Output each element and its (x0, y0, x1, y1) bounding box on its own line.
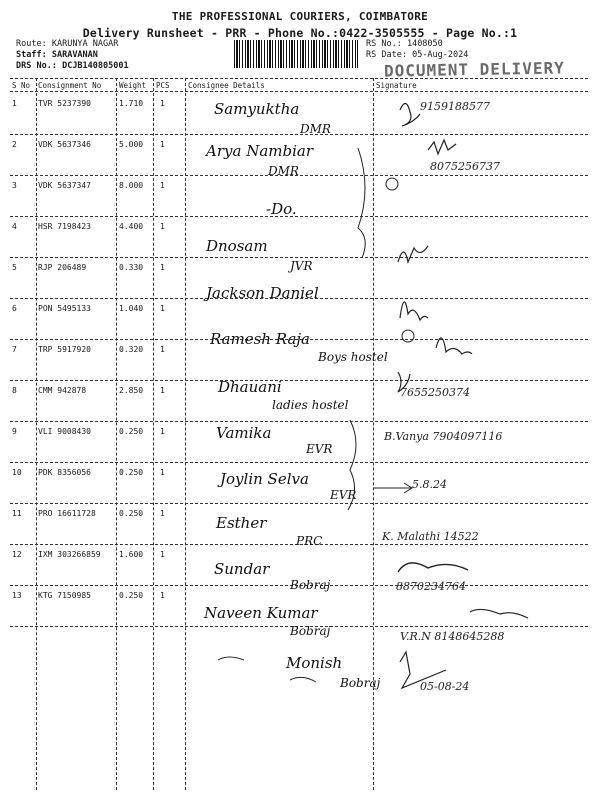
consignee-place: EVR (306, 442, 333, 456)
row-sno: 7 (12, 345, 17, 354)
consignee-place: Boys hostel (318, 350, 388, 364)
consignee-place: ladies hostel (272, 398, 349, 412)
row-weight: 0.250 (119, 509, 144, 518)
document-delivery-stamp: DOCUMENT DELIVERY (383, 58, 565, 81)
consignee-place: PRC (296, 534, 323, 548)
circle-mark (386, 178, 398, 190)
row-pcs: 1 (160, 181, 165, 190)
recipient-signature: 8075256737 (430, 160, 500, 173)
consignee-place: DMR (300, 122, 331, 136)
row-consignment: TRP 5917920 (38, 345, 91, 354)
recipient-signature: B.Vanya 7904097116 (384, 430, 503, 443)
company-title: THE PROFESSIONAL COURIERS, COIMBATORE (171, 10, 429, 23)
signature-scribble (428, 140, 456, 154)
rs-date-value: 05-Aug-2024 (412, 50, 469, 60)
signature-scribble (398, 246, 428, 262)
row-sno: 3 (12, 181, 17, 190)
recipient-signature: V.R.N 8148645288 (400, 630, 505, 643)
recipient-signature: 7655250374 (400, 386, 470, 399)
row-weight: 4.400 (119, 222, 144, 231)
circle-mark (402, 330, 414, 342)
recipient-signature: 8870234764 (396, 580, 466, 593)
row-consignment: RJP 206489 (38, 263, 87, 272)
consignee-name: Dnosam (206, 237, 268, 255)
runsheet-subtitle: Delivery Runsheet - PRR - Phone No.:0422-3505555 - Page No.:1 (82, 26, 518, 40)
row-consignment: TVR 5237390 (38, 99, 91, 108)
brace-mark (348, 420, 356, 510)
row-pcs: 1 (160, 386, 165, 395)
consignee-name: Monish (286, 654, 343, 672)
row-consignment: PDK 8356056 (38, 468, 91, 477)
row-sno: 10 (12, 468, 22, 477)
row-weight: 8.000 (119, 181, 144, 190)
row-sno: 11 (12, 509, 22, 518)
row-weight: 2.850 (119, 386, 144, 395)
row-sno: 8 (12, 386, 17, 395)
col-sno: S No (12, 81, 31, 90)
struck-text-mark (218, 657, 244, 660)
row-consignment: PRO 16611728 (38, 509, 96, 518)
consignee-name: -Do. (266, 200, 297, 218)
row-sno: 9 (12, 427, 17, 436)
row-weight: 5.000 (119, 140, 144, 149)
consignee-name: Dhauani (218, 378, 282, 396)
recipient-signature: 05-08-24 (420, 680, 470, 693)
consignee-name: Joylin Selva (220, 470, 309, 488)
consignee-name: Jackson Daniel (206, 284, 319, 302)
consignee-name: Ramesh Raja (210, 330, 310, 348)
row-sno: 5 (12, 263, 17, 272)
col-weight: Weight (119, 81, 147, 90)
brace-mark (358, 148, 365, 258)
row-consignment: HSR 7198423 (38, 222, 91, 231)
consignee-place: Bobraj (290, 624, 331, 638)
consignee-place: Bobraj (340, 676, 381, 690)
row-pcs: 1 (160, 427, 165, 436)
rs-no-value: 1408050 (406, 39, 443, 49)
row-pcs: 1 (160, 550, 165, 559)
col-signature: Signature (376, 81, 417, 90)
recipient-signature: K. Malathi 14522 (382, 530, 479, 543)
row-consignment: PON 5495133 (38, 304, 91, 313)
consignee-name: Naveen Kumar (204, 604, 318, 622)
route-value: KARUNYA NAGAR (51, 39, 119, 49)
row-weight: 1.040 (119, 304, 144, 313)
row-pcs: 1 (160, 304, 165, 313)
consignee-place: EVR (330, 488, 357, 502)
row-consignment: CMM 942878 (38, 386, 87, 395)
row-weight: 0.250 (119, 591, 144, 600)
struck-text-mark (290, 677, 316, 682)
row-consignment: VDK 5637347 (38, 181, 91, 190)
consignee-place: Bobraj (290, 578, 331, 592)
row-pcs: 1 (160, 222, 165, 231)
row-weight: 0.250 (119, 427, 144, 436)
row-consignment: IXM 303266859 (38, 550, 101, 559)
staff-value: SARAVANAN (51, 50, 98, 60)
col-consignee: Consignee Details (188, 81, 265, 90)
signature-scribble (400, 302, 428, 320)
row-pcs: 1 (160, 263, 165, 272)
signature-scribble (436, 338, 472, 354)
recipient-signature: 9159188577 (420, 100, 490, 113)
consignee-name: Esther (216, 514, 267, 532)
row-pcs: 1 (160, 345, 165, 354)
signature-scribble (400, 103, 420, 126)
signature-scribble (398, 563, 468, 572)
consignee-name: Arya Nambiar (206, 142, 313, 160)
row-weight: 0.330 (119, 263, 144, 272)
staff-label: Staff: (16, 50, 47, 60)
row-sno: 4 (12, 222, 17, 231)
row-weight: 1.600 (119, 550, 144, 559)
row-consignment: VDK 5637346 (38, 140, 91, 149)
rs-no-label: RS No.: (366, 39, 402, 49)
route-label: Route: (16, 39, 47, 49)
consignee-name: Sundar (214, 560, 270, 578)
rs-date-label: RS Date: (366, 50, 407, 60)
consignee-name: Samyuktha (214, 100, 300, 118)
row-sno: 13 (12, 591, 22, 600)
row-sno: 6 (12, 304, 17, 313)
drs-value: DCJB140805001 (62, 61, 129, 71)
row-pcs: 1 (160, 99, 165, 108)
row-pcs: 1 (160, 140, 165, 149)
row-weight: 1.710 (119, 99, 144, 108)
arrow-mark (374, 483, 412, 493)
signature-scribble (470, 609, 528, 618)
consignee-name: Vamika (216, 424, 272, 442)
col-consignment: Consignment No (38, 81, 102, 90)
row-weight: 0.250 (119, 468, 144, 477)
consignee-place: JVR (290, 259, 313, 273)
row-pcs: 1 (160, 591, 165, 600)
row-consignment: VLI 9008430 (38, 427, 91, 436)
col-pcs: PCS (156, 81, 170, 90)
row-weight: 0.320 (119, 345, 144, 354)
recipient-signature: 5.8.24 (412, 478, 447, 491)
consignee-place: DMR (268, 164, 299, 178)
row-sno: 1 (12, 99, 17, 108)
row-pcs: 1 (160, 468, 165, 477)
signature-scribble (398, 372, 410, 392)
row-sno: 2 (12, 140, 17, 149)
signature-scribble (400, 652, 446, 688)
drs-label: DRS No.: (16, 61, 57, 71)
row-pcs: 1 (160, 509, 165, 518)
row-sno: 12 (12, 550, 22, 559)
row-consignment: KTG 7150985 (38, 591, 91, 600)
